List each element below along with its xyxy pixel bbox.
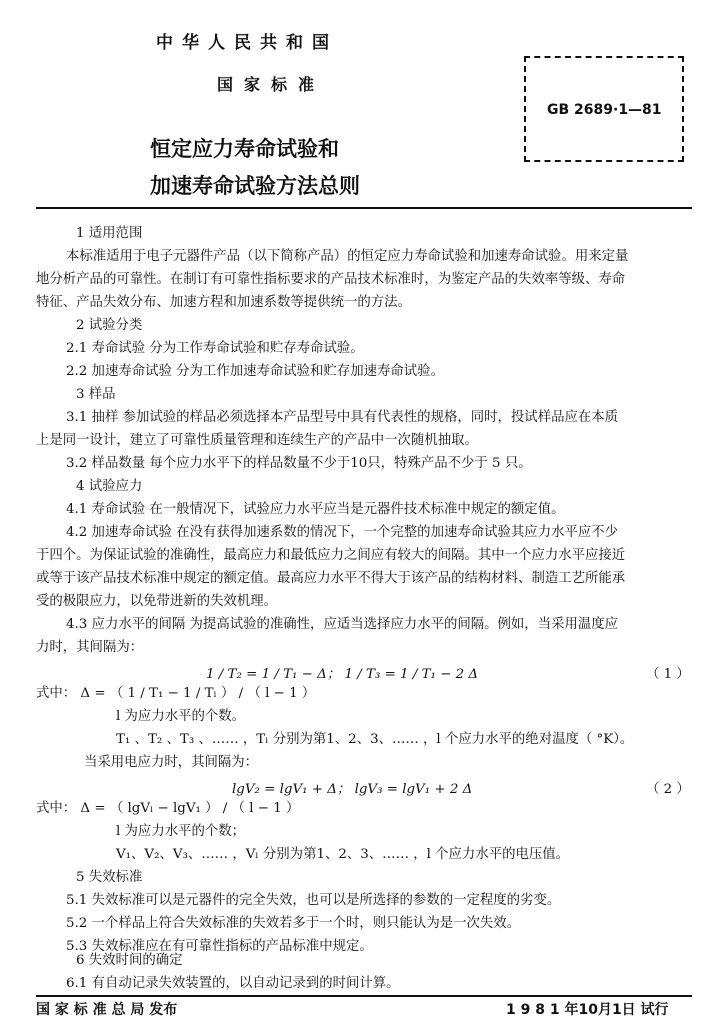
equation-1-number: （ 1 ） [646,667,690,682]
clause-6-1: 6.1 有自动记录失效装置的，以自动记录到的时间计算。 [66,976,400,991]
clause-3-1-line: 上是同一设计，建立了可靠性质量管理和连续生产的产品中一次随机抽取。 [36,433,478,448]
clause-3-1-line: 3.1 抽样 参加试验的样品必须选择本产品型号中具有代表性的规格，同时，投试样品应在本质 [66,410,619,425]
section-4-heading: 4 试验应力 [76,479,143,494]
footer-publisher: 国 家 标 准 总 局 发布 [36,1002,178,1018]
equation-2-l-definition: l 为应力水平的个数； [116,824,246,839]
clause-4-2-line: 受的极限应力，以免带进新的失效机理。 [36,594,278,609]
clause-3-2: 3.2 样品数量 每个应力水平下的样品数量不少于10只，特殊产品不少于 5 只。 [66,456,532,471]
equation-2: lgV₂ = lgV₁ + Δ； lgV₃ = lgV₁ + 2 Δ [232,782,473,797]
equation-2-v-definition: V₁、V₂、V₃、…… ，Vₗ 分别为第1、2、3、…… ，l 个应力水平的电压值。 [116,847,570,862]
section-5-heading: 5 失效标准 [76,870,143,885]
title-line-1: 恒定应力寿命试验和 [150,137,339,161]
clause-4-3-line: 4.3 应力水平的间隔 为提高试验的准确性，应适当选择应力水平的间隔。例如，当采用温度应 [66,617,619,632]
equation-1: 1 / T₂ = 1 / T₁ − Δ； 1 / T₃ = 1 / T₁ − 2 Δ [206,667,479,682]
clause-4-3-line: 力时，其间隔为： [36,640,144,655]
title-line-2: 加速寿命试验方法总则 [150,174,360,198]
clause-4-3-electric: 当采用电应力时，其间隔为： [84,755,259,770]
section-2-heading: 2 试验分类 [76,318,143,333]
equation-1-where: 式中： Δ = （ 1 / T₁ − 1 / Tₗ ） / （ l − 1 ） [36,686,316,701]
standard-code: GB 2689·1—81 [547,102,662,118]
footer-date-trial: 1 9 8 1 年10月1日 试行 [506,1002,669,1018]
equation-2-where: 式中： Δ = （ lgVₗ − lgV₁ ） / （ l − 1 ） [36,801,300,816]
clause-4-2-line: 4.2 加速寿命试验 在没有获得加速系数的情况下，一个完整的加速寿命试验其应力水平应不少 [66,525,619,540]
section-6-heading: 6 失效时间的确定 [76,953,183,968]
clause-5-3: 5.3 失效标准应在有可靠性指标的产品标准中规定。 [66,939,373,954]
footer-rule [36,995,692,997]
standard-type: 国家标准 [217,75,326,94]
section-1-para-line: 特征、产品失效分布、加速方程和加速系数等提供统一的方法。 [36,295,411,310]
equation-2-number: （ 2 ） [646,782,690,797]
clause-2-1: 2.1 寿命试验 分为工作寿命试验和贮存寿命试验。 [66,341,364,356]
header-rule [36,207,692,209]
section-1-heading: 1 适用范围 [76,226,143,241]
clause-4-1: 4.1 寿命试验 在一般情况下，试验应力水平应当是元器件技术标准中规定的额定值。 [66,502,565,517]
section-1-para-line: 地分析产品的可靠性。在制订有可靠性指标要求的产品技术标准时，为鉴定产品的失效率等级、寿命 [36,272,626,287]
section-3-heading: 3 样品 [76,387,116,402]
section-1-para-line: 本标准适用于电子元器件产品（以下简称产品）的恒定应力寿命试验和加速寿命试验。用来定量 [66,249,629,264]
country-name: 中华人民共和国 [156,33,338,53]
clause-4-2-line: 于四个。为保证试验的准确性，最高应力和最低应力之间应有较大的间隔。其中一个应力水平应接近 [36,548,626,563]
clause-5-2: 5.2 一个样品上符合失效标准的失效若多于一个时，则只能认为是一次失效。 [66,916,521,931]
equation-1-l-definition: l 为应力水平的个数。 [116,709,246,724]
clause-5-1: 5.1 失效标准可以是元器件的完全失效，也可以是所选择的参数的一定程度的劣变。 [66,893,561,908]
equation-1-t-definition: T₁ 、T₂ 、T₃ 、…… ，Tₗ 分别为第1、2、3、…… ，l 个应力水平的绝对温度（ °K）。 [116,732,634,747]
clause-2-2: 2.2 加速寿命试验 分为工作加速寿命试验和贮存加速寿命试验。 [66,364,444,379]
clause-4-2-line: 或等于该产品技术标准中规定的额定值。最高应力水平不得大于该产品的结构材料、制造工艺所能承 [36,571,626,586]
